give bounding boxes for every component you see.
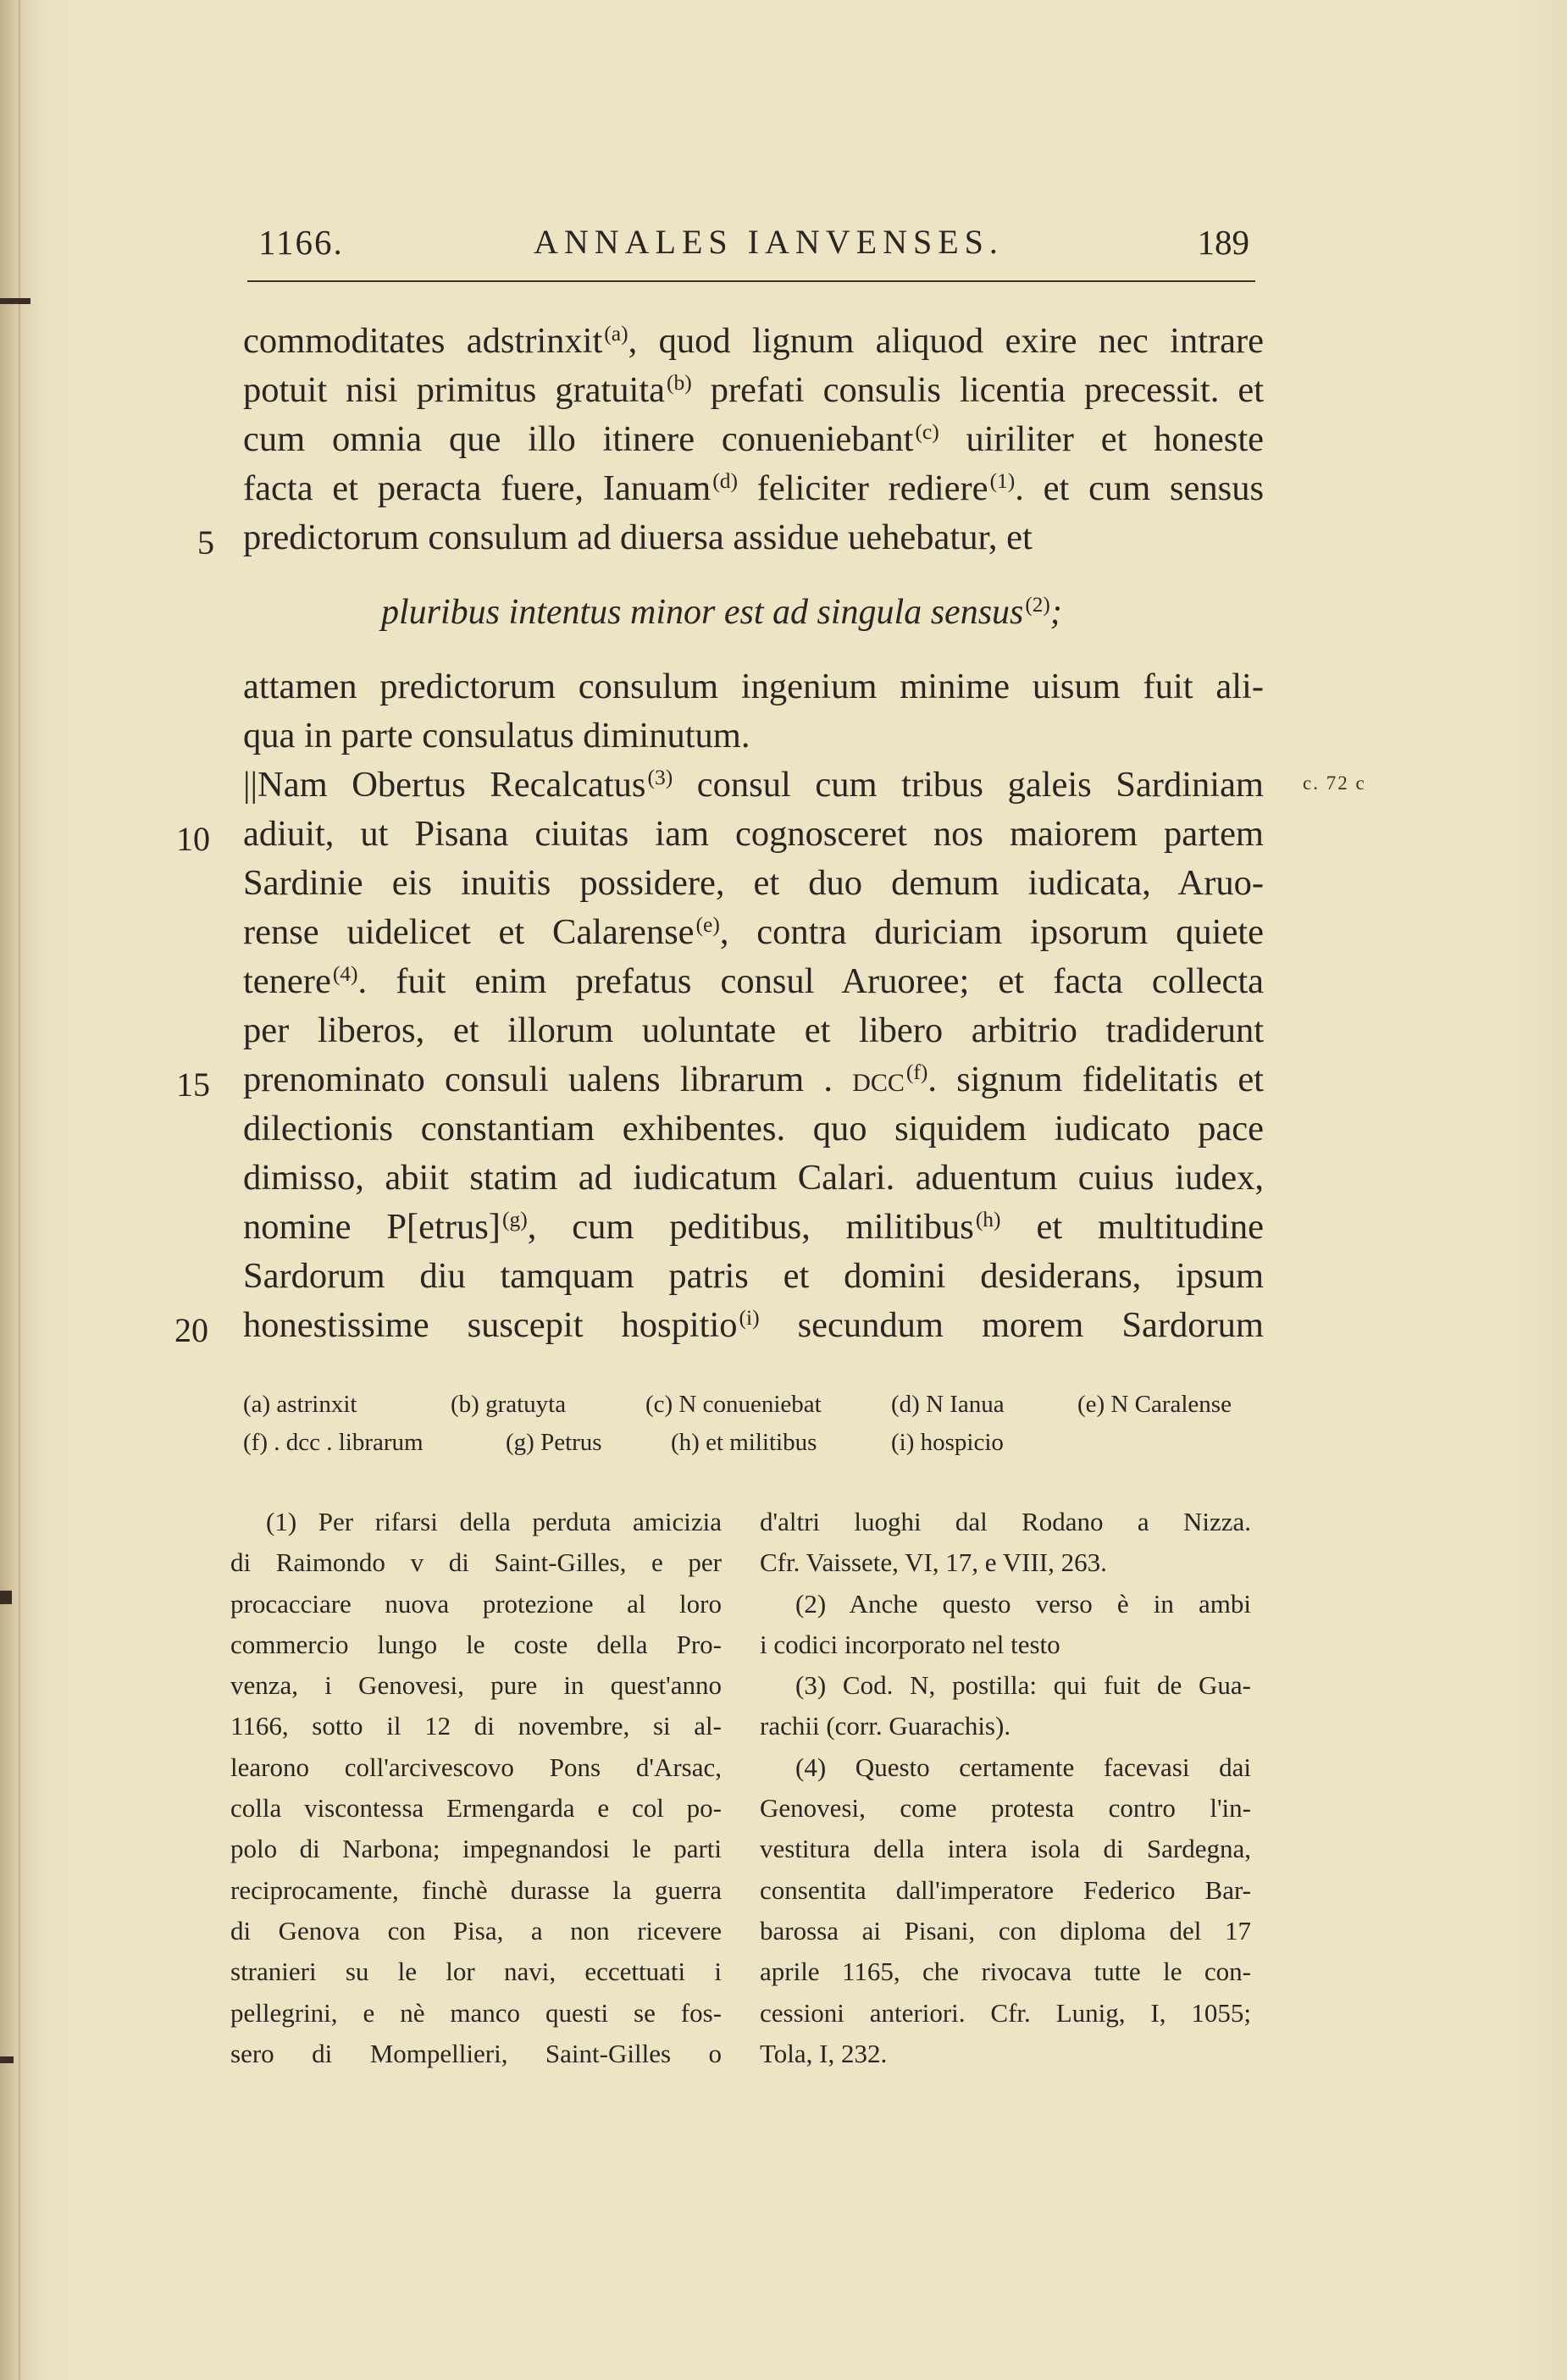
header-rule xyxy=(247,280,1255,282)
footnote-line: (1) Per rifarsi della perduta amicizia xyxy=(266,1507,722,1536)
variant-a: (a) astrinxit xyxy=(243,1391,357,1418)
page-number: 189 xyxy=(1197,223,1249,262)
binding-thread xyxy=(0,298,30,304)
footnotes-left-column xyxy=(230,1502,722,2074)
critical-apparatus xyxy=(243,1391,1268,1467)
variant-g: (g) Petrus xyxy=(506,1429,602,1456)
line-number: 10 xyxy=(176,820,210,858)
footnote-line: di Genova con Pisa, a non ricevere xyxy=(230,1915,722,1946)
footnotes-right-column xyxy=(760,1502,1251,2074)
text-line: rense uidelicet et Calarense$^{(e)}$, contra duriciam ipsorum quiete xyxy=(243,911,1264,952)
variant-i: (i) hospicio xyxy=(891,1429,1004,1456)
footnote-line: (4) Questo certamente facevasi dai xyxy=(795,1752,1251,1782)
footnote-line: i codici incorporato nel testo xyxy=(760,1629,1060,1659)
footnote-line: Genovesi, come protesta contro l'in- xyxy=(760,1793,1251,1824)
variant-b: (b) gratuyta xyxy=(451,1391,567,1418)
footnote-line: stranieri su le lor navi, eccettuati i xyxy=(230,1957,722,1987)
footnote-line: aprile 1165, che rivocava tutte le con- xyxy=(760,1957,1251,1987)
margin-folio-note: c. 72 c xyxy=(1303,772,1366,794)
binding-thread xyxy=(0,1591,12,1604)
variant-f: (f) . dcc . librarum xyxy=(243,1429,424,1456)
footnote-line: pellegrini, e nè manco questi se fos- xyxy=(230,1997,722,2028)
variant-d: (d) N Ianua xyxy=(891,1391,1005,1418)
text-line: commoditates adstrinxit$^{(a)}$, quod lignum aliquod exire nec intrare xyxy=(243,320,1264,361)
text-line: adiuit, ut Pisana ciuitas iam cognosceret nos maiorem partem xyxy=(243,814,1264,854)
footnote-line: learono coll'arcivescovo Pons d'Arsac, xyxy=(230,1752,722,1782)
line-number: 20 xyxy=(174,1311,208,1349)
text-line: potuit nisi primitus gratuita$^{(b)}$ prefati consulis licentia precessit. et xyxy=(243,369,1265,410)
footnote-line: (3) Cod. N, postilla: qui fuit de Gua- xyxy=(795,1670,1251,1701)
footnote-line: colla viscontessa Ermengarda e col po- xyxy=(230,1793,722,1824)
footnote-line: Tola, I, 232. xyxy=(760,2038,888,2068)
footnote-line: di Raimondo v di Saint-Gilles, e per xyxy=(230,1547,722,1578)
variant-h: (h) et militibus xyxy=(671,1429,817,1456)
footnote-line: sero di Mompellieri, Saint-Gilles o xyxy=(230,2038,722,2068)
header-year: 1166. xyxy=(258,223,344,262)
text-line: facta et peracta fuere, Ianuam$^{(d)}$ feliciter rediere$^{(1)}$. et cum sensus xyxy=(243,468,1264,508)
footnote-line: (2) Anche questo verso è in ambi xyxy=(795,1588,1251,1619)
footnote-line: d'altri luoghi dal Rodano a Nizza. xyxy=(760,1507,1251,1536)
text-line: attamen predictorum consulum ingenium minime uisum fuit ali- xyxy=(243,667,1264,706)
variant-c: (c) N conueniebat xyxy=(645,1391,822,1418)
text-line: dimisso, abiit statim ad iudicatum Calari. aduentum cuius iudex, xyxy=(243,1158,1264,1198)
footnote-line: barossa ai Pisani, con diploma del 17 xyxy=(760,1915,1251,1946)
text-line: Sardinie eis inuitis possidere, et duo demum iudicata, Aruo- xyxy=(243,863,1264,903)
text-line: dilectionis constantiam exhibentes. quo siquidem iudicato pace xyxy=(243,1109,1264,1148)
footnote-line: polo di Narbona; impegnandosi le parti xyxy=(230,1834,722,1864)
text-line: qua in parte consulatus diminutum. xyxy=(243,716,750,756)
footnote-line: procacciare nuova protezione al loro xyxy=(230,1588,722,1619)
text-line: per liberos, et illorum uoluntate et libero arbitrio tradiderunt xyxy=(243,1010,1264,1050)
text-line: predictorum consulum ad diuersa assidue uehebatur, et xyxy=(243,518,1033,557)
footnote-line: rachii (corr. Guarachis). xyxy=(760,1711,1011,1741)
header-title: ANNALES IANVENSES. xyxy=(534,223,1004,261)
line-number: 15 xyxy=(176,1065,210,1104)
running-header xyxy=(246,222,1258,281)
footnote-line: reciprocamente, finchè durasse la guerra xyxy=(230,1874,722,1905)
text-line: prenominato consuli ualens librarum . dcc$^{(f)}$. signum fidelitatis et xyxy=(243,1059,1264,1099)
footnote-line: Cfr. Vaissete, VI, 17, e VIII, 263. xyxy=(760,1547,1107,1578)
text-line: tenere$^{(4)}$. fuit enim prefatus consul Aruoree; et facta collecta xyxy=(243,960,1264,1001)
text-line: nomine P[etrus]$^{(g)}$, cum peditibus, militibus$^{(h)}$ et multitudine xyxy=(243,1206,1264,1247)
text-line: ||Nam Obertus Recalcatus$^{(3)}$ consul cum tribus galeis Sardiniam xyxy=(243,764,1264,805)
page-fold xyxy=(19,0,20,2380)
text-line: cum omnia que illo itinere conueniebant$^{(c)}$ uiriliter et honeste xyxy=(243,418,1264,459)
text-line: Sardorum diu tamquam patris et domini desiderans, ipsum xyxy=(243,1256,1264,1296)
footnote-line: venza, i Genovesi, pure in quest'anno xyxy=(230,1670,722,1701)
footnote-line: 1166, sotto il 12 di novembre, si al- xyxy=(230,1711,722,1741)
text-line: honestissime suscepit hospitio$^{(i)}$ secundum morem Sardorum xyxy=(243,1304,1264,1345)
footnote-line: commercio lungo le coste della Pro- xyxy=(230,1629,722,1659)
footnote-line: cessioni anteriori. Cfr. Lunig, I, 1055; xyxy=(760,1997,1251,2028)
binding-thread xyxy=(0,2056,14,2063)
footnote-line: consentita dall'imperatore Federico Bar- xyxy=(760,1874,1251,1905)
verse-quotation: pluribus intentus minor est ad singula sensus$^{(2)}$; xyxy=(381,593,1062,632)
line-number: 5 xyxy=(197,523,214,562)
footnote-line: vestitura della intera isola di Sardegna, xyxy=(760,1834,1251,1864)
variant-e: (e) N Caralense xyxy=(1077,1391,1232,1418)
